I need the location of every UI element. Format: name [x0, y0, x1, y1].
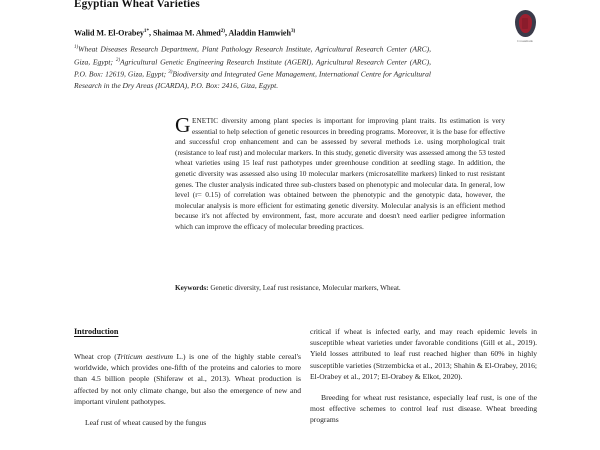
- paragraph: [310, 326, 537, 382]
- article-header: [74, 0, 454, 91]
- page-bottom-clip: [0, 443, 600, 450]
- abstract-paragraph: [175, 113, 505, 233]
- author-sup-3: 3): [290, 28, 296, 34]
- affiliations: $^{1)}$Wheat Diseases Research Department, Plant Pathology Research Institute, Agricultural Research Center (ARC), Giza, Egypt; $^{2)}$Agricultural Genetic Engineering Research Institute (AGERI), Agricultural Research Center (ARC), P.O. Box: 12619, Giza, Egypt; $^{3)}$Biodiversity and Integrated Gene Management, International Centre for Agricultural Research in the Dry Areas (ICARDA), P.O. Box: 2416, Giza, Egypt.: [74, 44, 431, 91]
- author-sep-2: ,: [224, 28, 229, 38]
- paragraph-text: Leaf rust of wheat caused by the fungus: [85, 418, 207, 428]
- author-list: [74, 11, 454, 39]
- paragraph: [74, 417, 301, 428]
- author-name-1: Walid M. El-Orabey: [74, 28, 144, 38]
- section-heading-introduction: Introduction: [74, 327, 119, 336]
- author-name-3: Aladdin Hamwieh: [228, 28, 291, 38]
- emblem-icon: [515, 10, 536, 37]
- body-column-right: [310, 326, 537, 426]
- author-sup-2: 2): [220, 28, 225, 34]
- paragraph-text: critical if wheat is infected early, and may reach epidemic levels in susceptible wheat varieties under favorable conditions (Gill et al., 2019). Yield losses attributed to leaf rust reached higher than 60% in highly susceptible varieties (Strzembicka et al., 2013; Shahin & El-Orabey, 2016; El-Orabey et al., 2017; El-Orabey & Elkot, 2020).: [310, 327, 537, 381]
- paragraph-text: Breeding for wheat rust resistance, especially leaf rust, is one of the most effective schemes to control leaf rust disease. Wheat breeding programs: [310, 393, 537, 425]
- journal-logo: [505, 10, 545, 44]
- logo-caption: Crossmark: [517, 39, 533, 43]
- abstract-body: diversity among plant species is important for improving plant traits. Its estimation is very essential to help selection of genetic resources in breeding programs. Moreover, it is the base for effective and successful crop enhancement and can be assessed by several methods i.e. using morphological trait (resistance to leaf rust) and molecular markers. In this study, genetic diversity was assessed among the 53 tested wheat varieties using 15 leaf rust pathotypes under greenhouse condition at seedling stage. In addition, the genetic diversity was assessed also using 10 molecular markers (microsatellite markers) linked to rust resistant genes. The cluster analysis indicated three sub-clusters based on phenotypic and molecular data. In general, low level (r= 0.15) of correlation was obtained between the phenotypic and the genotypic data, however, the molecular analysis is more efficient for estimating genetic diversity. Molecular analysis is an efficient method because it's not affected by environment, fast, more accurate and doesn't need earlier pedigree information which can improve the efficacy of molecular breeding practices.: [175, 116, 505, 231]
- paragraph: [310, 392, 537, 426]
- keywords-label: Keywords:: [175, 284, 209, 292]
- author-sup-1: 1*: [143, 28, 150, 34]
- emblem-bar-icon: [522, 18, 528, 29]
- paragraph-text: Wheat crop (Triticum aestivum L.) is one of the highly stable cereal's worldwide, which provides one-fifth of the proteins and calories to more than 4.5 billion people (Shiferaw et al., 2013). Wheat production is affected by not only climate change, but also the emergence of new and important virulent pathotypes.: [74, 352, 301, 406]
- page-title: Egyptian Wheat Varieties: [74, 0, 200, 10]
- paragraph: [74, 351, 301, 407]
- body-column-left: [74, 326, 301, 428]
- abstract-dropcap: G: [175, 113, 191, 137]
- author-name-2: Shaimaa M. Ahmed: [152, 28, 221, 38]
- keywords-value: Genetic diversity, Leaf rust resistance, Molecular markers, Wheat.: [208, 284, 401, 292]
- keywords-line: [175, 283, 505, 293]
- author-sep-1: ,: [149, 28, 153, 38]
- abstract-lead: ENETIC: [192, 117, 219, 125]
